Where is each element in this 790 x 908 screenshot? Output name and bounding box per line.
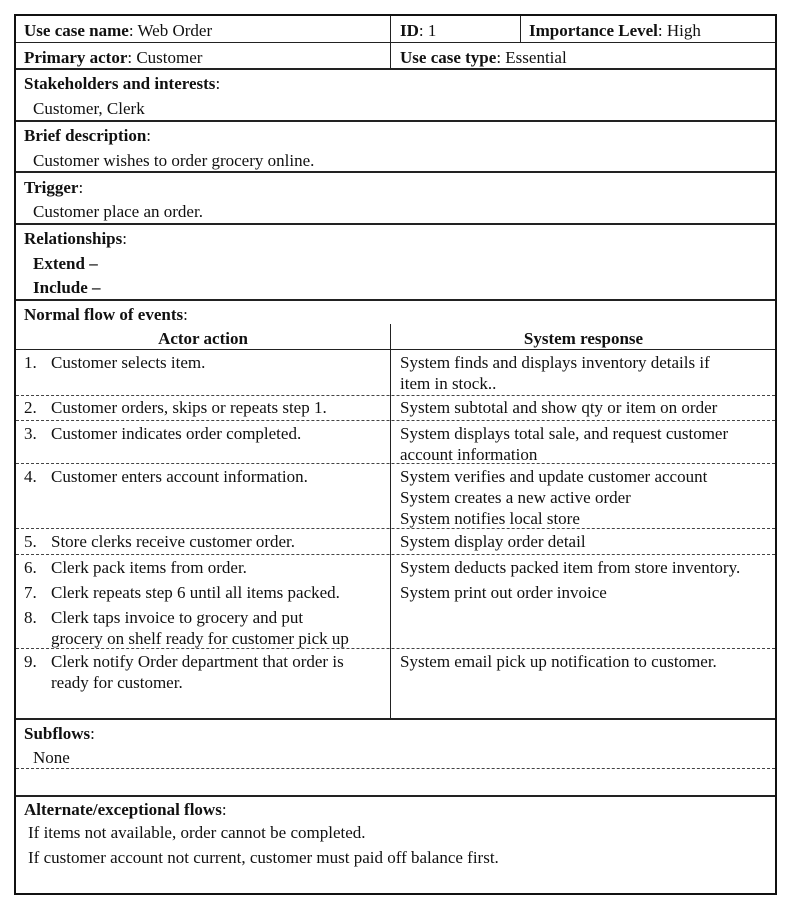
divider [16,349,775,350]
step-number: 1. [24,353,37,372]
step-separator [16,420,775,421]
primary-actor: Primary actor: Customer [24,48,203,67]
step-system-text: System deducts packed item from store inventory. [400,558,741,577]
normal-flow-heading: Normal flow of events: [24,305,188,324]
step-actor-text: Clerk pack items from order. [51,558,247,577]
importance-level: Importance Level: High [529,21,701,40]
step-actor-text: Clerk notify Order department that order is [51,652,344,671]
step-system-text: item in stock.. [400,374,497,393]
divider [16,68,775,70]
step-number: 6. [24,558,37,577]
flow-column-divider [390,324,391,718]
brief-description-heading: Brief description: [24,126,152,145]
step-system-text: System notifies local store [400,509,580,528]
use-case-id: ID: 1 [400,21,437,40]
step-actor-text: ready for customer. [51,673,183,692]
trigger-heading: Trigger: [24,178,84,197]
divider [16,223,775,225]
relationships-heading: Relationships: [24,229,127,248]
brief-description-value: Customer wishes to order grocery online. [33,151,315,170]
step-number: 8. [24,608,37,627]
relationship-extend: Extend – [33,254,98,273]
step-actor-text: grocery on shelf ready for customer pick up [51,629,349,648]
relationship-include: Include – [33,278,101,297]
step-system-text: System display order detail [400,532,586,551]
step-actor-text: Store clerks receive customer order. [51,532,296,551]
step-separator [16,528,775,529]
step-separator [16,395,775,396]
header-divider [520,16,521,42]
step-actor-text: Customer orders, skips or repeats step 1. [51,398,327,417]
step-number: 3. [24,424,37,443]
step-system-text: System creates a new active order [400,488,631,507]
divider [16,299,775,301]
step-actor-text: Customer enters account information. [51,467,308,486]
step-number: 4. [24,467,37,486]
divider [16,718,775,720]
alternate-flow-line: If items not available, order cannot be completed. [28,823,366,842]
divider [16,120,775,122]
step-separator [16,554,775,555]
use-case-name: Use case name: Web Order [24,21,213,40]
step-number: 2. [24,398,37,417]
alternate-flow-line: If customer account not current, customer must paid off balance first. [28,848,499,867]
divider [16,795,775,797]
step-system-text: System finds and displays inventory details if [400,353,710,372]
use-case-type: Use case type: Essential [400,48,567,67]
step-system-text: System print out order invoice [400,583,607,602]
step-system-text: System verifies and update customer account [400,467,708,486]
step-separator [16,648,775,649]
step-number: 7. [24,583,37,602]
step-system-text: System email pick up notification to customer. [400,652,717,671]
step-number: 5. [24,532,37,551]
divider [16,171,775,173]
step-system-text: System displays total sale, and request customer [400,424,729,443]
step-separator [16,463,775,464]
actor-action-header: Actor action [158,329,248,348]
step-system-text: System subtotal and show qty or item on order [400,398,718,417]
step-actor-text: Clerk taps invoice to grocery and put [51,608,304,627]
step-actor-text: Customer indicates order completed. [51,424,302,443]
step-actor-text: Customer selects item. [51,353,206,372]
divider [16,42,775,43]
step-system-text: account information [400,445,538,464]
subflows-heading: Subflows: [24,724,95,743]
subflows-value: None [33,748,70,767]
section-separator [16,768,775,769]
stakeholders-value: Customer, Clerk [33,99,145,118]
use-case-table [14,14,777,895]
stakeholders-heading: Stakeholders and interests: [24,74,221,93]
step-number: 9. [24,652,37,671]
alternate-flows-heading: Alternate/exceptional flows: [24,800,227,819]
system-response-header: System response [523,329,644,348]
step-actor-text: Clerk repeats step 6 until all items packed. [51,583,340,602]
trigger-value: Customer place an order. [33,202,203,221]
